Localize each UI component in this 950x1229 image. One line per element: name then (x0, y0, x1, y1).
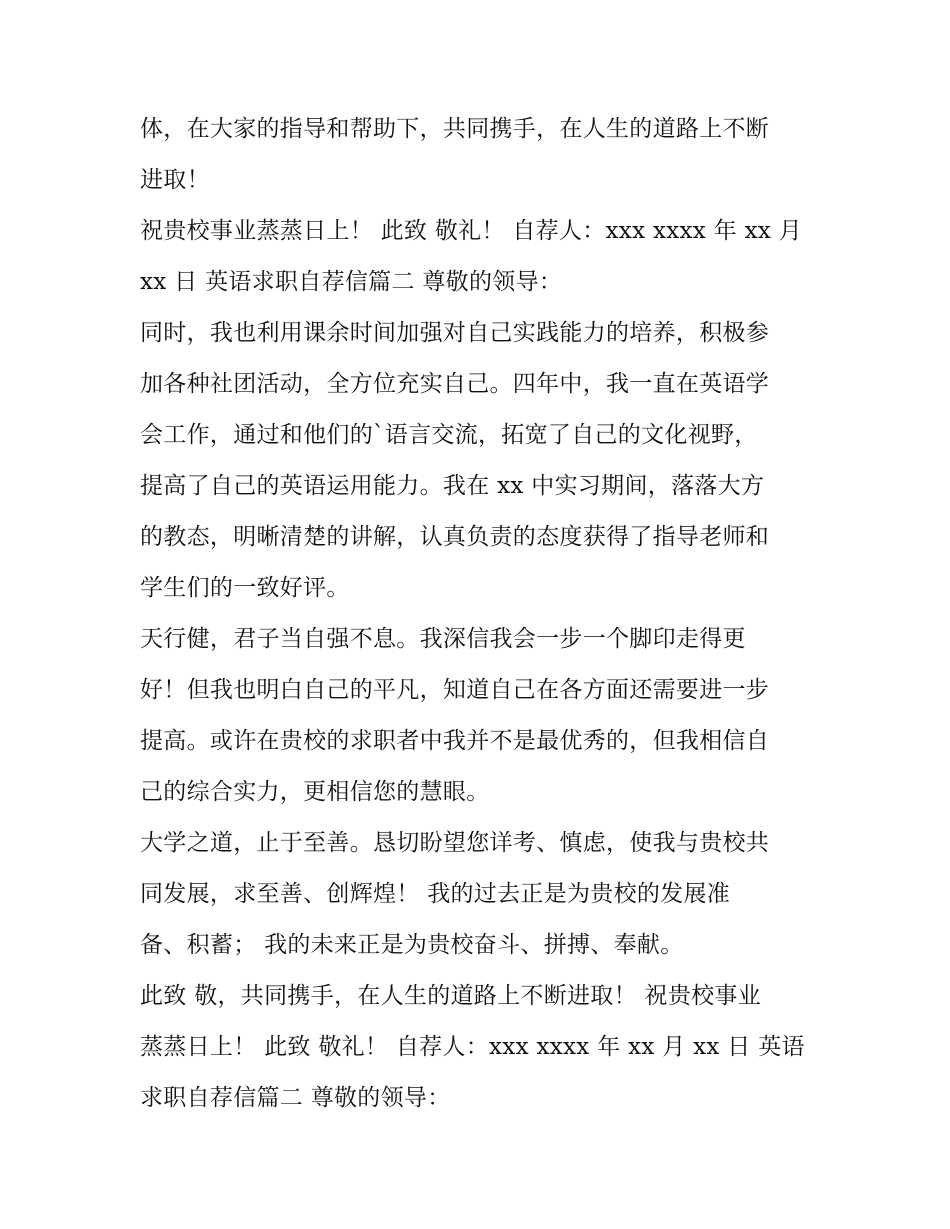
text-line-17: 备、积蓄； 我的未来正是为贵校奋斗、拼搏、奉献。 (140, 932, 684, 958)
text-line-2: 进取！ (140, 167, 210, 193)
text-line-4: xx 日 英语求职自荐信篇二 尊敬的领导： (140, 269, 563, 295)
text-line-19: 蒸蒸日上！ 此致 敬礼！ 自荐人：xxx xxxx 年 xx 月 xx 日 英语 (140, 1034, 805, 1060)
text-line-11: 天行健，君子当自强不息。我深信我会一步一个脚印走得更 (140, 626, 746, 652)
text-line-16: 同发展，求至善、创辉煌！ 我的过去正是为贵校的发展准 (140, 881, 731, 907)
text-line-15: 大学之道，止于至善。恳切盼望您详考、慎虑，使我与贵校共 (140, 830, 770, 856)
text-line-6: 加各种社团活动，全方位充实自己。四年中，我一直在英语学 (140, 371, 770, 397)
text-line-20: 求职自荐信篇二 尊敬的领导： (140, 1085, 451, 1111)
text-line-7: 会工作，通过和他们的`语言交流，拓宽了自己的文化视野， (140, 422, 758, 448)
text-line-10: 学生们的一致好评。 (140, 575, 350, 601)
text-line-8: 提高了自己的英语运用能力。我在 xx 中实习期间，落落大方 (140, 473, 765, 499)
text-line-13: 提高。或许在贵校的求职者中我并不是最优秀的，但我相信自 (140, 728, 770, 754)
text-line-3: 祝贵校事业蒸蒸日上！ 此致 敬礼！ 自荐人：xxx xxxx 年 xx 月 (140, 218, 803, 244)
text-line-5: 同时，我也利用课余时间加强对自己实践能力的培养，积极参 (140, 320, 770, 346)
text-line-1: 体，在大家的指导和帮助下，共同携手，在人生的道路上不断 (140, 116, 770, 142)
text-line-18: 此致 敬，共同携手，在人生的道路上不断进取！ 祝贵校事业 (140, 983, 762, 1009)
text-line-14: 己的综合实力，更相信您的慧眼。 (140, 779, 490, 805)
text-line-9: 的教态，明晰清楚的讲解，认真负责的态度获得了指导老师和 (140, 524, 770, 550)
text-line-12: 好！但我也明白自己的平凡，知道自己在各方面还需要进一步 (140, 677, 770, 703)
